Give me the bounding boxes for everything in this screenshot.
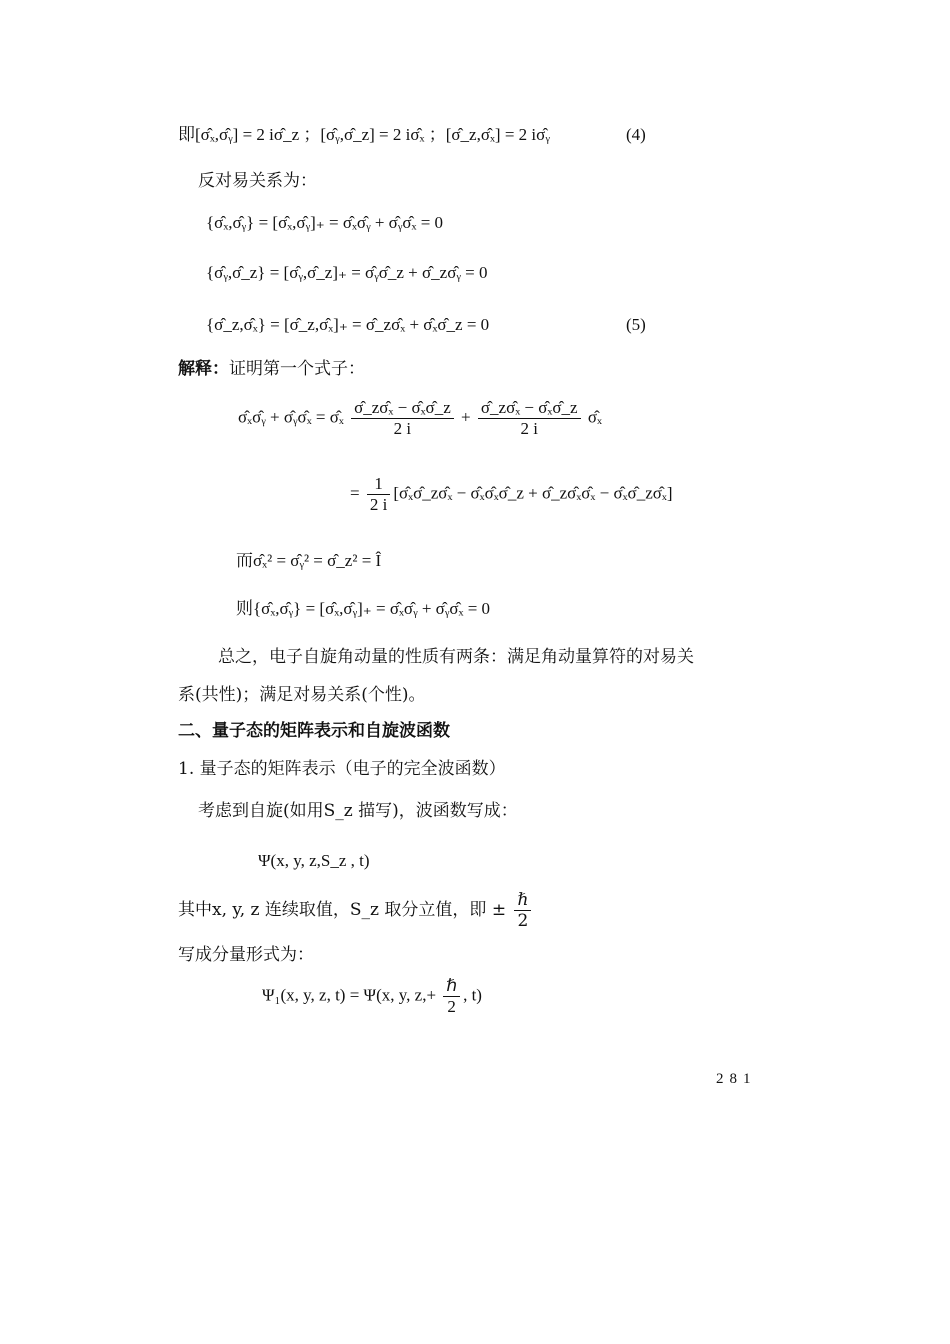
summary-line-2: 系(共性)；满足对易关系(个性)。 bbox=[178, 685, 426, 705]
proof-plus: + bbox=[461, 407, 471, 427]
explanation-text: 证明第一个式子： bbox=[229, 359, 365, 379]
where-text: 其中x, y, z 连续取值，S_z 取分立值，即 ± bbox=[178, 900, 507, 920]
proof-fraction-2: $\frac{\text{σ̂\_zσ̂ₓ − σ̂ₓσ̂\_z}}{2 i}$ bbox=[478, 398, 581, 439]
explanation-label: 解释： bbox=[178, 359, 229, 379]
psi1-equation bbox=[262, 976, 482, 1017]
section-heading: 二、量子态的矩阵表示和自旋波函数 bbox=[178, 721, 450, 741]
proof2-bracket: [σ̂ₓσ̂_zσ̂ₓ − σ̂ₓσ̂ₓσ̂_z + σ̂_zσ̂ₓσ̂ₓ − σ̂ₓσ̂_zσ̂ₓ] bbox=[393, 483, 673, 503]
then-equation: 则{σ̂ₓ,σ̂ᵧ} = [σ̂ₓ,σ̂ᵧ]₊ = σ̂ₓσ̂ᵧ + σ̂ᵧσ̂ₓ = 0 bbox=[236, 599, 491, 618]
commutation-relations bbox=[178, 124, 550, 146]
subsection-heading: 1. 量子态的矩阵表示（电子的完全波函数） bbox=[178, 759, 506, 779]
page-number: 281 bbox=[716, 1071, 757, 1087]
where-line bbox=[178, 890, 534, 931]
anticommutation-eq-3: {σ̂_z,σ̂ₓ} = [σ̂_z,σ̂ₓ]₊ = σ̂_zσ̂ₓ + σ̂ₓσ̂_z = 0 bbox=[206, 315, 490, 334]
commutation-equations: 即[σ̂ₓ,σ̂ᵧ] = 2 iσ̂_z ；[σ̂ᵧ,σ̂_z] = 2 iσ̂ₓ ；[σ̂_z,σ̂ₓ] = 2 iσ̂ᵧ bbox=[178, 125, 550, 144]
proof-equation-1 bbox=[238, 398, 602, 439]
psi1-tail: , t) bbox=[463, 985, 482, 1005]
anticommutation-intro: 反对易关系为： bbox=[198, 171, 317, 191]
commutation-eq-number: (4) bbox=[626, 125, 646, 144]
component-intro: 写成分量形式为： bbox=[178, 945, 314, 965]
psi1-fraction: $\frac{\text{ℏ}}{2}$ bbox=[443, 976, 460, 1017]
proof2-equals: = bbox=[350, 483, 360, 503]
consider-line: 考虑到自旋(如用S_z 描写)，波函数写成： bbox=[198, 801, 518, 821]
square-identity: 而σ̂ₓ² = σ̂ᵧ² = σ̂_z² = Î bbox=[236, 551, 382, 570]
anticommutation-eq-1: {σ̂ₓ,σ̂ᵧ} = [σ̂ₓ,σ̂ᵧ]₊ = σ̂ₓσ̂ᵧ + σ̂ᵧσ̂ₓ = 0 bbox=[206, 213, 444, 232]
anticommutation-eq-2: {σ̂ᵧ,σ̂_z} = [σ̂ᵧ,σ̂_z]₊ = σ̂ᵧσ̂_z + σ̂_zσ̂ᵧ = 0 bbox=[206, 263, 488, 282]
anticommutation-eq-number: (5) bbox=[626, 315, 646, 334]
proof-equation-2 bbox=[350, 474, 673, 515]
psi-definition: Ψ(x, y, z,S_z , t) bbox=[258, 851, 370, 870]
psi1-lhs: Ψ₁(x, y, z, t) = Ψ(x, y, z,+ bbox=[262, 985, 437, 1005]
proof2-fraction: $\frac{1}{2 i}$ bbox=[367, 474, 390, 515]
explanation-line bbox=[178, 358, 365, 380]
hbar-over-two: $\frac{\text{ℏ}}{2}$ bbox=[514, 890, 531, 931]
summary-line-1: 总之，电子自旋角动量的性质有两条：满足角动量算符的对易关 bbox=[218, 647, 694, 667]
proof-fraction-1: $\frac{\text{σ̂\_zσ̂ₓ − σ̂ₓσ̂\_z}}{2 i}$ bbox=[351, 398, 454, 439]
proof-tail: σ̂ₓ bbox=[587, 407, 602, 427]
proof-lhs: σ̂ₓσ̂ᵧ + σ̂ᵧσ̂ₓ = σ̂ₓ bbox=[238, 407, 344, 427]
